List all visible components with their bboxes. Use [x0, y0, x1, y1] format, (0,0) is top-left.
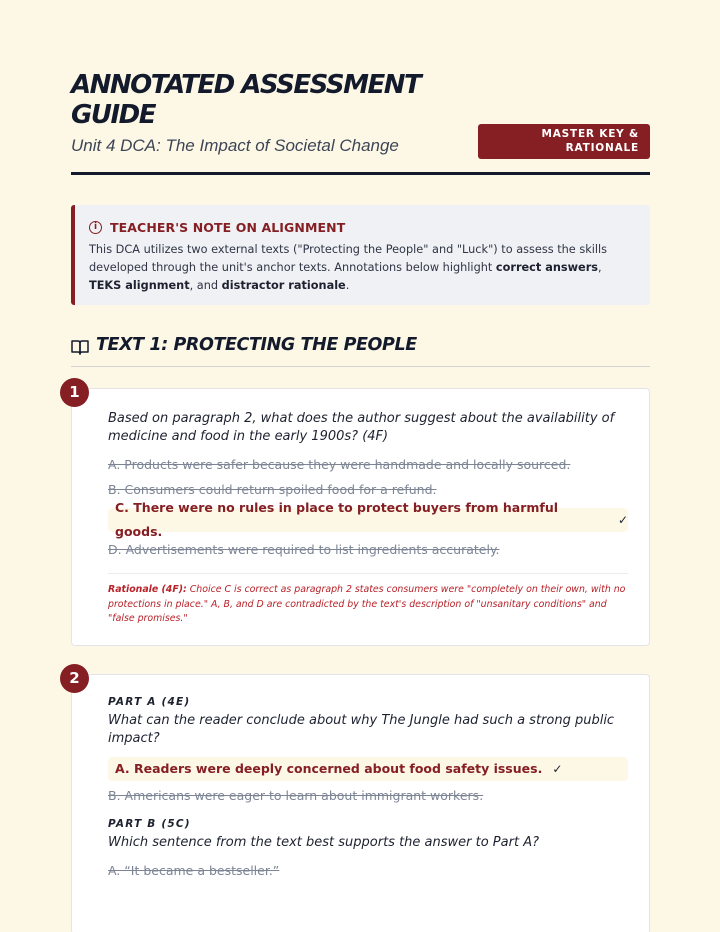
question-card-1 — [71, 388, 650, 646]
correct-answer-text: A. Readers were deeply concerned about food safety issues. — [115, 761, 543, 776]
document-header — [71, 70, 650, 175]
answer-option-d: D. Advertisements were required to list ingredients accurately. — [108, 542, 500, 557]
info-icon: i — [89, 221, 102, 234]
part-b-label: PART B (5C) — [108, 818, 191, 830]
rationale-label: Rationale (4F): — [108, 584, 187, 595]
correct-answer-text: C. There were no rules in place to protect buyers from harmful goods. — [115, 500, 559, 539]
part-b-option-a: A. “It became a bestseller.” — [108, 863, 280, 878]
header-divider — [71, 172, 650, 175]
part-a-label: PART A (4E) — [108, 696, 191, 708]
document-title: ANNOTATED ASSESSMENT GUIDE — [71, 70, 421, 130]
master-key-badge: MASTER KEY & RATIONALE — [478, 124, 650, 159]
question-number-badge: 1 — [60, 378, 89, 407]
document-subtitle: Unit 4 DCA: The Impact of Societal Change — [71, 136, 399, 155]
part-a-stem: What can the reader conclude about why The Jungle had such a strong public impact? — [108, 713, 615, 746]
part-b-stem: Which sentence from the text best supports the answer to Part A? — [108, 835, 539, 850]
teacher-note-body: This DCA utilizes two external texts ("Protecting the People" and "Luck") to assess the skills developed through the unit's anchor texts. Annotations below highlight correct answers, TEKS alignment, and distractor rationale. — [89, 243, 608, 292]
book-open-icon — [71, 339, 89, 355]
question-stem: Based on paragraph 2, what does the author suggest about the availability of medicine and food in the early 1900s? (4F) — [108, 411, 615, 444]
answer-option-c-correct — [108, 500, 628, 539]
section-header-text-1 — [71, 335, 650, 367]
rationale-note — [108, 573, 628, 627]
answer-option-a: A. Products were safer because they were handmade and locally sourced. — [108, 457, 571, 472]
part-a-option-b: B. Americans were eager to learn about immigrant workers. — [108, 788, 484, 803]
answer-option-b: B. Consumers could return spoiled food for a refund. — [108, 482, 437, 497]
section-title: TEXT 1: PROTECTING THE PEOPLE — [96, 335, 417, 355]
rationale-text: Choice C is correct as paragraph 2 states consumers were "completely on their own, with no protections in place." A, B, and D are contradicted by the text's description of "unsanitary conditions" and "false promises." — [108, 584, 626, 624]
teacher-note-title: TEACHER'S NOTE ON ALIGNMENT — [110, 219, 346, 235]
teacher-note — [71, 205, 650, 305]
question-number-badge: 2 — [60, 664, 89, 693]
checkmark-icon: ✓ — [617, 513, 628, 527]
question-card-2 — [71, 674, 650, 932]
checkmark-icon: ✓ — [552, 762, 563, 776]
part-a-option-a-correct — [108, 757, 628, 781]
